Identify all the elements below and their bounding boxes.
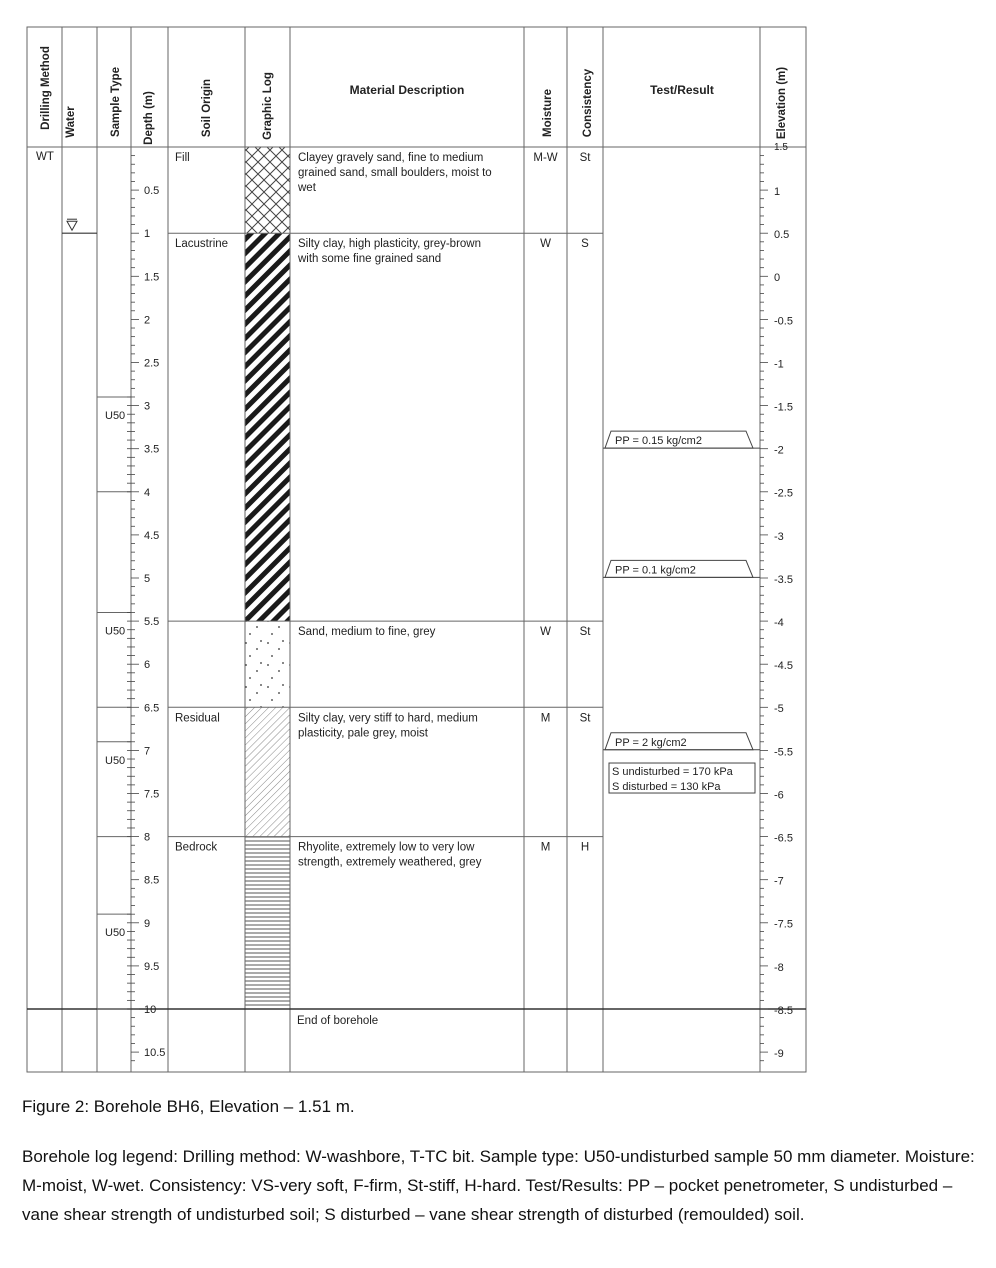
soil-origin-label: Fill: [175, 152, 190, 164]
moisture-value: M: [540, 841, 551, 854]
header-graphic-log: Graphic Log: [262, 72, 274, 140]
consistency-value: S: [581, 238, 589, 251]
depth-label: 5.5: [144, 616, 160, 629]
elevation-label: 0.5: [774, 229, 790, 242]
elevation-label: -3: [774, 530, 784, 543]
material-description-line: Rhyolite, extremely low to very low: [298, 841, 475, 854]
header-soil-origin: Soil Origin: [201, 78, 213, 138]
depth-label: 6.5: [144, 702, 160, 715]
moisture-value: W: [540, 238, 551, 251]
header-sample-type: Sample Type: [110, 66, 122, 138]
elevation-label: -5: [774, 703, 784, 716]
depth-label: 7: [144, 745, 151, 758]
soil-origin-label: Residual: [175, 712, 220, 725]
moisture-value: M: [540, 712, 551, 725]
graphic-log-diagonal-light: [245, 707, 290, 836]
header-depth: Depth (m): [143, 91, 155, 145]
elevation-label: -7: [774, 875, 784, 888]
table-grid: [27, 27, 806, 1072]
elevation-label: -6.5: [774, 832, 793, 845]
elevation-label: -1.5: [774, 401, 793, 414]
vane-test-label: S undisturbed = 170 kPa: [612, 766, 733, 779]
depth-label: 7.5: [144, 788, 160, 801]
elevation-label: -7.5: [774, 918, 793, 931]
consistency-value: H: [580, 841, 590, 854]
elevation-label: -2.5: [774, 487, 793, 500]
depth-label: 2: [144, 314, 151, 327]
drilling-method-value: WT: [36, 151, 54, 163]
end-of-borehole-label: End of borehole: [297, 1015, 379, 1027]
elevation-label: -8.5: [774, 1004, 793, 1017]
elevation-label: -0.5: [774, 315, 793, 328]
depth-label: 2.5: [144, 357, 160, 370]
elevation-label: -1: [774, 358, 784, 371]
material-description-line: plasticity, pale grey, moist: [298, 727, 428, 740]
elevation-label: -5.5: [774, 746, 793, 759]
depth-label: 1: [144, 228, 151, 241]
depth-label: 0.5: [144, 185, 160, 198]
elevation-label: -4: [774, 616, 784, 629]
test-results: [603, 431, 760, 793]
material-description-line: grained sand, small boulders, moist to: [298, 167, 492, 179]
elevation-label: -8: [774, 961, 784, 974]
elevation-label: -3.5: [774, 573, 793, 586]
depth-label: 5: [144, 573, 151, 585]
depth-label: 3: [144, 400, 151, 413]
test-result-label: PP = 0.15 kg/cm2: [615, 435, 702, 448]
sample-label: U50: [105, 409, 126, 422]
table-frame: [27, 27, 806, 1072]
soil-origin-label: Bedrock: [175, 841, 218, 854]
elevation-label: -6: [774, 789, 784, 802]
graphic-log-fills: [245, 147, 290, 1009]
axis-ticks: [127, 142, 793, 1061]
legend-text: Borehole log legend: Drilling method: W-washbore, T-TC bit. Sample type: U50-undisturbed sample 50 mm diameter. Moisture: M-moist, W-wet. Consistency: VS-very soft, F-firm, St-stiff, H-hard. Test/Results: PP – pocket penetrometer, S undisturbed – vane shear strength of undisturbed soil; S disturbed – vane shear strength of disturbed (remoulded) soil.: [22, 1147, 975, 1224]
elevation-label: -4.5: [774, 660, 793, 673]
vane-test-label: S disturbed = 130 kPa: [612, 781, 721, 794]
header-moisture: Moisture: [542, 89, 554, 137]
sample-label: U50: [105, 927, 126, 940]
elevation-top-label: 1.5: [774, 142, 788, 153]
material-description-line: Sand, medium to fine, grey: [298, 626, 436, 639]
material-description-line: wet: [298, 182, 316, 194]
graphic-log-horizontal: [245, 837, 290, 1009]
material-description-line: with some fine grained sand: [298, 253, 442, 266]
test-result-label: PP = 0.1 kg/cm2: [615, 564, 696, 577]
depth-label: 8: [144, 831, 151, 844]
sample-label: U50: [105, 754, 126, 767]
elevation-label: 0: [774, 272, 781, 285]
test-result-label: PP = 2 kg/cm2: [615, 736, 687, 749]
material-description-line: Silty clay, high plasticity, grey-brown: [298, 238, 482, 251]
elevation-label: -2: [774, 444, 784, 457]
soil-origin-label: Lacustrine: [175, 238, 229, 251]
depth-label: 3.5: [144, 443, 160, 456]
consistency-value: St: [579, 626, 591, 639]
depth-label: 9.5: [144, 960, 160, 973]
elevation-label: -9: [774, 1047, 784, 1060]
depth-label: 1.5: [144, 271, 160, 284]
elevation-label: 1: [774, 185, 781, 198]
material-description-line: Clayey gravely sand, fine to medium: [298, 152, 484, 164]
consistency-value: St: [579, 152, 591, 164]
header-test-result: Test/Result: [650, 83, 714, 97]
moisture-value: M-W: [533, 152, 558, 164]
material-description-line: Silty clay, very stiff to hard, medium: [298, 712, 478, 725]
depth-label: 4: [144, 486, 151, 499]
header-drilling-method: Drilling Method: [40, 46, 52, 130]
figure-caption: Figure 2: Borehole BH6, Elevation – 1.51 m.: [22, 1097, 355, 1116]
header-material-description: Material Description: [349, 83, 465, 97]
depth-label: 10.5: [144, 1047, 166, 1060]
header-water: Water: [65, 106, 77, 138]
material-description-line: strength, extremely weathered, grey: [298, 856, 482, 869]
graphic-log-diagonal-heavy: [245, 233, 290, 621]
depth-label: 10: [144, 1004, 157, 1016]
depth-label: 4.5: [144, 529, 160, 542]
water-level-icon: [67, 221, 77, 230]
layer-labels: [105, 152, 591, 1027]
moisture-value: W: [540, 626, 551, 639]
sample-label: U50: [105, 625, 126, 638]
depth-label: 6: [144, 659, 151, 672]
depth-label: 9: [144, 917, 151, 930]
depth-label: 8.5: [144, 874, 160, 887]
consistency-value: St: [579, 712, 591, 725]
header-consistency: Consistency: [582, 68, 594, 138]
graphic-log-dots: [245, 621, 290, 707]
graphic-log-crosshatch: [245, 147, 290, 233]
header-elevation: Elevation (m): [776, 66, 788, 140]
